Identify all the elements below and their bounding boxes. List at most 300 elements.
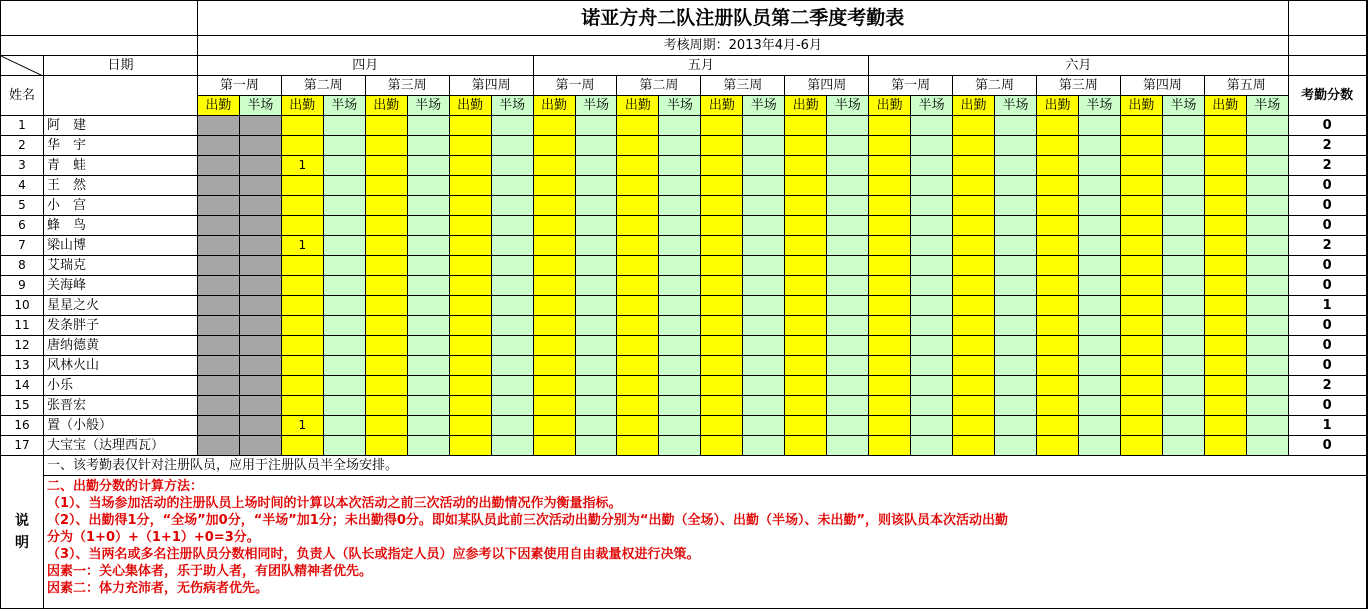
half-cell[interactable]	[1246, 176, 1288, 196]
half-cell[interactable]	[659, 296, 701, 316]
attend-cell[interactable]	[197, 416, 239, 436]
half-cell[interactable]	[1162, 396, 1204, 416]
attend-cell[interactable]	[953, 316, 995, 336]
half-cell[interactable]	[659, 376, 701, 396]
half-cell[interactable]	[1162, 256, 1204, 276]
attend-cell[interactable]	[701, 116, 743, 136]
attend-cell[interactable]	[1120, 376, 1162, 396]
attend-cell[interactable]	[1120, 116, 1162, 136]
attend-cell[interactable]	[281, 216, 323, 236]
attend-cell[interactable]	[1204, 416, 1246, 436]
member-name[interactable]: 华 宇	[44, 136, 198, 156]
attend-cell[interactable]	[533, 116, 575, 136]
half-cell[interactable]	[911, 116, 953, 136]
half-cell[interactable]	[1078, 236, 1120, 256]
half-cell[interactable]	[407, 156, 449, 176]
half-cell[interactable]	[1078, 196, 1120, 216]
half-cell[interactable]	[827, 296, 869, 316]
half-cell[interactable]	[575, 276, 617, 296]
half-cell[interactable]	[239, 196, 281, 216]
attend-cell[interactable]	[1120, 276, 1162, 296]
half-cell[interactable]	[1162, 216, 1204, 236]
attend-cell[interactable]	[1120, 296, 1162, 316]
attend-cell[interactable]	[953, 236, 995, 256]
half-cell[interactable]	[407, 296, 449, 316]
attend-cell[interactable]	[953, 296, 995, 316]
attend-cell[interactable]	[1204, 376, 1246, 396]
attend-cell[interactable]	[533, 256, 575, 276]
attend-cell[interactable]	[1036, 396, 1078, 416]
half-cell[interactable]	[995, 256, 1037, 276]
attend-cell[interactable]	[1120, 336, 1162, 356]
attend-cell[interactable]	[449, 396, 491, 416]
half-cell[interactable]	[407, 116, 449, 136]
attend-cell[interactable]	[617, 376, 659, 396]
half-cell[interactable]	[239, 416, 281, 436]
half-cell[interactable]	[743, 316, 785, 336]
attend-cell[interactable]	[1204, 196, 1246, 216]
half-cell[interactable]	[491, 376, 533, 396]
attend-cell[interactable]	[953, 256, 995, 276]
half-cell[interactable]	[743, 336, 785, 356]
attend-cell[interactable]	[617, 236, 659, 256]
attend-cell[interactable]	[449, 196, 491, 216]
half-cell[interactable]	[1162, 276, 1204, 296]
attend-cell[interactable]	[785, 276, 827, 296]
half-cell[interactable]	[659, 236, 701, 256]
half-cell[interactable]	[323, 176, 365, 196]
attend-cell[interactable]	[869, 276, 911, 296]
half-cell[interactable]	[827, 396, 869, 416]
attend-cell[interactable]	[533, 316, 575, 336]
attend-cell[interactable]	[1036, 236, 1078, 256]
attend-cell[interactable]	[1036, 136, 1078, 156]
member-name[interactable]: 大宝宝（达理西瓦）	[44, 436, 198, 456]
attend-cell[interactable]	[1204, 436, 1246, 456]
half-cell[interactable]	[659, 316, 701, 336]
attend-cell[interactable]	[365, 376, 407, 396]
attend-cell[interactable]	[617, 436, 659, 456]
half-cell[interactable]	[407, 316, 449, 336]
attend-cell[interactable]	[1036, 116, 1078, 136]
attend-cell[interactable]	[1120, 256, 1162, 276]
attend-cell[interactable]	[1036, 416, 1078, 436]
half-cell[interactable]	[1162, 296, 1204, 316]
attend-cell[interactable]	[197, 256, 239, 276]
half-cell[interactable]	[407, 396, 449, 416]
half-cell[interactable]	[827, 356, 869, 376]
half-cell[interactable]	[323, 156, 365, 176]
attend-cell[interactable]	[1036, 256, 1078, 276]
half-cell[interactable]	[491, 396, 533, 416]
attend-cell[interactable]	[1036, 376, 1078, 396]
half-cell[interactable]	[995, 136, 1037, 156]
half-cell[interactable]	[1078, 336, 1120, 356]
half-cell[interactable]	[407, 236, 449, 256]
half-cell[interactable]	[1162, 336, 1204, 356]
attend-cell[interactable]	[617, 276, 659, 296]
attend-cell[interactable]	[1036, 296, 1078, 316]
half-cell[interactable]	[1162, 116, 1204, 136]
half-cell[interactable]	[659, 356, 701, 376]
half-cell[interactable]	[575, 316, 617, 336]
half-cell[interactable]	[659, 196, 701, 216]
member-name[interactable]: 小 宫	[44, 196, 198, 216]
attend-cell[interactable]	[953, 216, 995, 236]
half-cell[interactable]	[827, 276, 869, 296]
attend-cell[interactable]	[365, 316, 407, 336]
half-cell[interactable]	[239, 236, 281, 256]
attend-cell[interactable]	[617, 396, 659, 416]
half-cell[interactable]	[1162, 236, 1204, 256]
half-cell[interactable]	[323, 136, 365, 156]
attend-cell[interactable]	[1120, 356, 1162, 376]
attend-cell[interactable]	[281, 436, 323, 456]
attend-cell[interactable]	[1204, 356, 1246, 376]
half-cell[interactable]	[911, 336, 953, 356]
half-cell[interactable]	[491, 236, 533, 256]
half-cell[interactable]	[995, 396, 1037, 416]
half-cell[interactable]	[407, 176, 449, 196]
attend-cell[interactable]	[197, 396, 239, 416]
half-cell[interactable]	[323, 376, 365, 396]
attend-cell[interactable]	[197, 136, 239, 156]
attend-cell[interactable]	[533, 236, 575, 256]
attend-cell[interactable]	[365, 296, 407, 316]
half-cell[interactable]	[323, 116, 365, 136]
attend-cell[interactable]	[449, 156, 491, 176]
half-cell[interactable]	[743, 256, 785, 276]
half-cell[interactable]	[659, 216, 701, 236]
half-cell[interactable]	[995, 376, 1037, 396]
attend-cell[interactable]	[869, 116, 911, 136]
attend-cell[interactable]	[785, 156, 827, 176]
half-cell[interactable]	[407, 416, 449, 436]
attend-cell[interactable]	[449, 316, 491, 336]
half-cell[interactable]	[491, 356, 533, 376]
attend-cell[interactable]	[785, 376, 827, 396]
attend-cell[interactable]	[701, 156, 743, 176]
half-cell[interactable]	[995, 176, 1037, 196]
half-cell[interactable]	[827, 416, 869, 436]
attend-cell[interactable]	[785, 116, 827, 136]
half-cell[interactable]	[827, 196, 869, 216]
half-cell[interactable]	[239, 376, 281, 396]
half-cell[interactable]	[1246, 336, 1288, 356]
member-name[interactable]: 发条胖子	[44, 316, 198, 336]
half-cell[interactable]	[827, 256, 869, 276]
attend-cell[interactable]	[533, 176, 575, 196]
attend-cell[interactable]	[533, 136, 575, 156]
attend-cell[interactable]	[533, 416, 575, 436]
attend-cell[interactable]	[785, 256, 827, 276]
attend-cell[interactable]	[701, 136, 743, 156]
member-name[interactable]: 星星之火	[44, 296, 198, 316]
attend-cell[interactable]	[617, 416, 659, 436]
half-cell[interactable]	[911, 436, 953, 456]
half-cell[interactable]	[323, 216, 365, 236]
attend-cell[interactable]	[617, 256, 659, 276]
half-cell[interactable]	[407, 136, 449, 156]
half-cell[interactable]	[323, 356, 365, 376]
half-cell[interactable]	[575, 116, 617, 136]
attend-cell[interactable]	[449, 256, 491, 276]
half-cell[interactable]	[575, 216, 617, 236]
attend-cell[interactable]	[1204, 396, 1246, 416]
attend-cell[interactable]	[197, 336, 239, 356]
attend-cell[interactable]	[701, 256, 743, 276]
attend-cell[interactable]	[785, 316, 827, 336]
attend-cell[interactable]	[365, 136, 407, 156]
half-cell[interactable]	[239, 296, 281, 316]
attend-cell[interactable]	[449, 116, 491, 136]
half-cell[interactable]	[827, 436, 869, 456]
half-cell[interactable]	[575, 156, 617, 176]
attend-cell[interactable]	[701, 356, 743, 376]
half-cell[interactable]	[1078, 296, 1120, 316]
half-cell[interactable]	[911, 136, 953, 156]
half-cell[interactable]	[1162, 376, 1204, 396]
attend-cell[interactable]	[701, 176, 743, 196]
attend-cell[interactable]	[449, 436, 491, 456]
half-cell[interactable]	[911, 296, 953, 316]
attend-cell[interactable]	[365, 436, 407, 456]
attend-cell[interactable]	[953, 336, 995, 356]
half-cell[interactable]	[827, 156, 869, 176]
half-cell[interactable]	[1078, 356, 1120, 376]
attend-cell[interactable]	[701, 316, 743, 336]
half-cell[interactable]	[491, 336, 533, 356]
attend-cell[interactable]	[281, 116, 323, 136]
attend-cell[interactable]	[1204, 236, 1246, 256]
attend-cell[interactable]	[449, 336, 491, 356]
attend-cell[interactable]	[365, 336, 407, 356]
member-name[interactable]: 张晋宏	[44, 396, 198, 416]
attend-cell[interactable]	[1120, 196, 1162, 216]
half-cell[interactable]	[1246, 396, 1288, 416]
half-cell[interactable]	[743, 396, 785, 416]
half-cell[interactable]	[1162, 136, 1204, 156]
attend-cell[interactable]	[365, 236, 407, 256]
half-cell[interactable]	[1246, 356, 1288, 376]
half-cell[interactable]	[1078, 156, 1120, 176]
half-cell[interactable]	[659, 336, 701, 356]
half-cell[interactable]	[743, 416, 785, 436]
half-cell[interactable]	[239, 116, 281, 136]
attend-cell[interactable]	[785, 416, 827, 436]
attend-cell[interactable]	[533, 436, 575, 456]
half-cell[interactable]	[575, 256, 617, 276]
attend-cell[interactable]	[449, 176, 491, 196]
attend-cell[interactable]	[1204, 216, 1246, 236]
attend-cell[interactable]	[449, 216, 491, 236]
attend-cell[interactable]	[1120, 216, 1162, 236]
half-cell[interactable]	[1246, 136, 1288, 156]
attend-cell[interactable]	[701, 276, 743, 296]
attend-cell[interactable]	[533, 376, 575, 396]
half-cell[interactable]	[239, 156, 281, 176]
half-cell[interactable]	[659, 396, 701, 416]
half-cell[interactable]	[323, 236, 365, 256]
half-cell[interactable]	[1078, 396, 1120, 416]
half-cell[interactable]	[239, 336, 281, 356]
attend-cell[interactable]	[617, 136, 659, 156]
half-cell[interactable]	[659, 436, 701, 456]
half-cell[interactable]	[323, 256, 365, 276]
half-cell[interactable]	[743, 136, 785, 156]
attend-cell[interactable]	[365, 116, 407, 136]
half-cell[interactable]	[407, 436, 449, 456]
attend-cell[interactable]	[365, 416, 407, 436]
half-cell[interactable]	[1078, 416, 1120, 436]
half-cell[interactable]	[407, 356, 449, 376]
attend-cell[interactable]	[281, 316, 323, 336]
attend-cell[interactable]	[533, 196, 575, 216]
attend-cell[interactable]	[533, 396, 575, 416]
half-cell[interactable]	[239, 136, 281, 156]
half-cell[interactable]	[1246, 376, 1288, 396]
attend-cell[interactable]	[1204, 296, 1246, 316]
half-cell[interactable]	[1162, 316, 1204, 336]
attend-cell[interactable]	[449, 276, 491, 296]
half-cell[interactable]	[575, 356, 617, 376]
attend-cell[interactable]	[617, 176, 659, 196]
attend-cell[interactable]	[785, 136, 827, 156]
attend-cell[interactable]	[533, 156, 575, 176]
half-cell[interactable]	[575, 196, 617, 216]
half-cell[interactable]	[1246, 116, 1288, 136]
attend-cell[interactable]	[281, 336, 323, 356]
half-cell[interactable]	[323, 296, 365, 316]
half-cell[interactable]	[1246, 196, 1288, 216]
member-name[interactable]: 艾瑞克	[44, 256, 198, 276]
member-name[interactable]: 蜂 鸟	[44, 216, 198, 236]
attend-cell[interactable]	[953, 176, 995, 196]
half-cell[interactable]	[491, 256, 533, 276]
attend-cell[interactable]	[701, 376, 743, 396]
half-cell[interactable]	[575, 176, 617, 196]
attend-cell[interactable]	[197, 156, 239, 176]
half-cell[interactable]	[743, 436, 785, 456]
half-cell[interactable]	[239, 256, 281, 276]
attend-cell[interactable]	[197, 276, 239, 296]
attend-cell[interactable]	[197, 196, 239, 216]
half-cell[interactable]	[239, 356, 281, 376]
attend-cell[interactable]	[365, 156, 407, 176]
attend-cell[interactable]	[869, 176, 911, 196]
half-cell[interactable]	[1162, 356, 1204, 376]
half-cell[interactable]	[743, 156, 785, 176]
half-cell[interactable]	[239, 316, 281, 336]
half-cell[interactable]	[743, 356, 785, 376]
attend-cell[interactable]	[785, 236, 827, 256]
attend-cell[interactable]	[533, 216, 575, 236]
half-cell[interactable]	[1078, 176, 1120, 196]
member-name[interactable]: 青 蛙	[44, 156, 198, 176]
half-cell[interactable]	[743, 176, 785, 196]
half-cell[interactable]	[407, 196, 449, 216]
half-cell[interactable]	[1078, 136, 1120, 156]
attend-cell[interactable]	[449, 416, 491, 436]
half-cell[interactable]	[995, 236, 1037, 256]
half-cell[interactable]	[1246, 236, 1288, 256]
attend-cell[interactable]	[365, 176, 407, 196]
attend-cell[interactable]	[1036, 196, 1078, 216]
half-cell[interactable]	[1246, 316, 1288, 336]
half-cell[interactable]	[491, 156, 533, 176]
attend-cell[interactable]	[1120, 316, 1162, 336]
half-cell[interactable]	[743, 276, 785, 296]
attend-cell[interactable]	[365, 216, 407, 236]
attend-cell[interactable]	[365, 356, 407, 376]
attend-cell[interactable]	[869, 136, 911, 156]
half-cell[interactable]	[239, 436, 281, 456]
attend-cell[interactable]	[953, 376, 995, 396]
half-cell[interactable]	[575, 416, 617, 436]
attend-cell[interactable]	[365, 276, 407, 296]
attend-cell[interactable]	[1204, 316, 1246, 336]
attend-cell[interactable]	[701, 196, 743, 216]
attend-cell[interactable]	[197, 436, 239, 456]
attend-cell[interactable]: 1	[281, 416, 323, 436]
attend-cell[interactable]	[197, 236, 239, 256]
half-cell[interactable]	[743, 376, 785, 396]
half-cell[interactable]	[239, 176, 281, 196]
attend-cell[interactable]	[953, 416, 995, 436]
member-name[interactable]: 小乐	[44, 376, 198, 396]
attend-cell[interactable]	[617, 336, 659, 356]
half-cell[interactable]	[1162, 436, 1204, 456]
attend-cell[interactable]	[1204, 136, 1246, 156]
attend-cell[interactable]	[701, 336, 743, 356]
attend-cell[interactable]	[785, 196, 827, 216]
half-cell[interactable]	[1162, 196, 1204, 216]
half-cell[interactable]	[407, 276, 449, 296]
attend-cell[interactable]	[617, 156, 659, 176]
half-cell[interactable]	[659, 416, 701, 436]
half-cell[interactable]	[407, 336, 449, 356]
half-cell[interactable]	[1078, 316, 1120, 336]
attend-cell[interactable]	[953, 196, 995, 216]
attend-cell[interactable]	[365, 396, 407, 416]
half-cell[interactable]	[911, 196, 953, 216]
attend-cell[interactable]	[1204, 256, 1246, 276]
half-cell[interactable]	[239, 276, 281, 296]
half-cell[interactable]	[323, 276, 365, 296]
member-name[interactable]: 王 然	[44, 176, 198, 196]
half-cell[interactable]	[659, 156, 701, 176]
half-cell[interactable]	[827, 376, 869, 396]
half-cell[interactable]	[1246, 416, 1288, 436]
attend-cell[interactable]	[953, 116, 995, 136]
member-name[interactable]: 阿 建	[44, 116, 198, 136]
member-name[interactable]: 置（小般）	[44, 416, 198, 436]
half-cell[interactable]	[407, 256, 449, 276]
attend-cell[interactable]	[1036, 276, 1078, 296]
attend-cell[interactable]	[869, 156, 911, 176]
attend-cell[interactable]	[365, 256, 407, 276]
half-cell[interactable]	[1078, 116, 1120, 136]
half-cell[interactable]	[827, 116, 869, 136]
attend-cell[interactable]	[1204, 276, 1246, 296]
attend-cell[interactable]	[533, 356, 575, 376]
attend-cell[interactable]	[869, 256, 911, 276]
attend-cell[interactable]	[617, 356, 659, 376]
member-name[interactable]: 风林火山	[44, 356, 198, 376]
attend-cell[interactable]	[1120, 236, 1162, 256]
half-cell[interactable]	[743, 196, 785, 216]
attend-cell[interactable]	[869, 436, 911, 456]
